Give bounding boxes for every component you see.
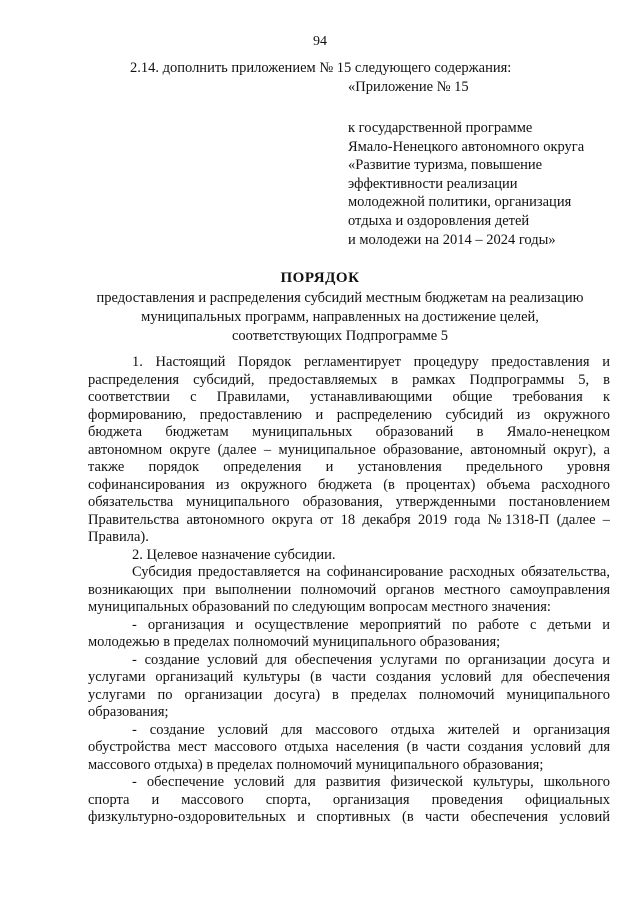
paragraph [88,722,610,775]
paragraph-line: услугами организаций культуры (в части создания условий для обеспечения [88,669,610,685]
document-title: ПОРЯДОК [280,270,360,286]
paragraph-line: образования; [88,704,169,720]
paragraph-line: - создание условий для обеспечения услугами по организации досуга и [132,651,610,668]
subtitle-line: предоставления и распределения субсидий местным бюджетам на реализацию [96,290,584,306]
annex-reference [348,119,584,249]
paragraph [88,617,610,652]
paragraph-line: распределения субсидий, предоставляемых в рамках Подпрограммы 5, в [88,371,610,388]
paragraph-line: - обеспечение условий для развития физической культуры, школьного [132,774,610,790]
subtitle-line: соответствующих Подпрограмме 5 [231,328,449,344]
paragraph-line: автономном округе (далее – муниципальное образование, автономный округ), а [88,441,610,458]
paragraph-line: массового отдыха) в пределах полномочий муниципального образования; [88,756,544,773]
paragraph-line: молодежью в пределах полномочий муниципального образования; [88,634,501,650]
paragraph-line: Правила). [88,529,149,545]
document-subtitle [80,289,600,346]
paragraph-line: физкультурно-оздоровительных и спортивных (в части обеспечения условий [88,809,610,825]
annex-heading: «Приложение № 15 [348,79,469,95]
annex-line: и молодежи на 2014 – 2024 годы» [348,231,556,248]
intro-line: 2.14. дополнить приложением № 15 следующего содержания: [130,60,512,76]
paragraph-line: Правительства автономного округа от 18 декабря 2019 года №1318-П (далее – [88,511,610,528]
paragraph [88,354,610,547]
annex-line: «Развитие туризма, повышение [348,157,543,174]
annex-line: к государственной программе [348,120,533,136]
paragraph-line: 2. Целевое назначение субсидии. [132,546,336,563]
paragraph-line: соответствии с Правилами, устанавливающими общие требования к [88,389,610,405]
paragraph-line: муниципальных образований по следующим вопросам местного значения: [88,599,551,615]
paragraph [88,547,610,565]
annex-heading-block [348,78,469,97]
document-body [88,354,610,827]
paragraph [88,564,610,617]
paragraph-line: услугами по организации досуга) в пределах полномочий муниципального [88,686,610,703]
paragraph-line: - организация и осуществление мероприятий по работе с детьми и [132,616,610,633]
annex-line: Ямало-Ненецкого автономного округа [348,138,585,155]
paragraph-line: также порядок определения и установления предельного уровня [88,459,610,475]
page-number: 94 [313,34,327,49]
paragraph-line: возникающих при выполнении полномочий органов местного самоуправления [88,581,610,598]
paragraph-line: бюджета бюджетам муниципальных образований в Ямало-ненецком [88,424,610,440]
paragraph [88,774,610,827]
annex-line: молодежной политики, организация [348,194,572,211]
paragraph-line: софинансирования из окружного бюджета (в процентах) объема расходного [88,476,610,493]
paragraph-line: обустройства мест массового отдыха населения (в части создания условий для [88,739,610,755]
annex-line: эффективности реализации [348,175,518,192]
subtitle-line: муниципальных программ, направленных на достижение целей, [141,309,539,325]
paragraph [88,652,610,722]
paragraph-line: спорта и массового спорта, организация проведения официальных [88,791,610,808]
annex-line: отдыха и оздоровления детей [348,212,530,229]
paragraph-line: 1. Настоящий Порядок регламентирует процедуру предоставления и [132,354,610,370]
paragraph-line: обязательства муниципального образования, утвержденными постановлением [88,494,610,510]
paragraph-line: формированию, предоставлению и распределению субсидий из окружного [88,406,610,423]
paragraph-line: Субсидия предоставляется на софинансирование расходных обязательства, [132,564,610,580]
paragraph-line: - создание условий для массового отдыха жителей и организация [132,721,610,738]
